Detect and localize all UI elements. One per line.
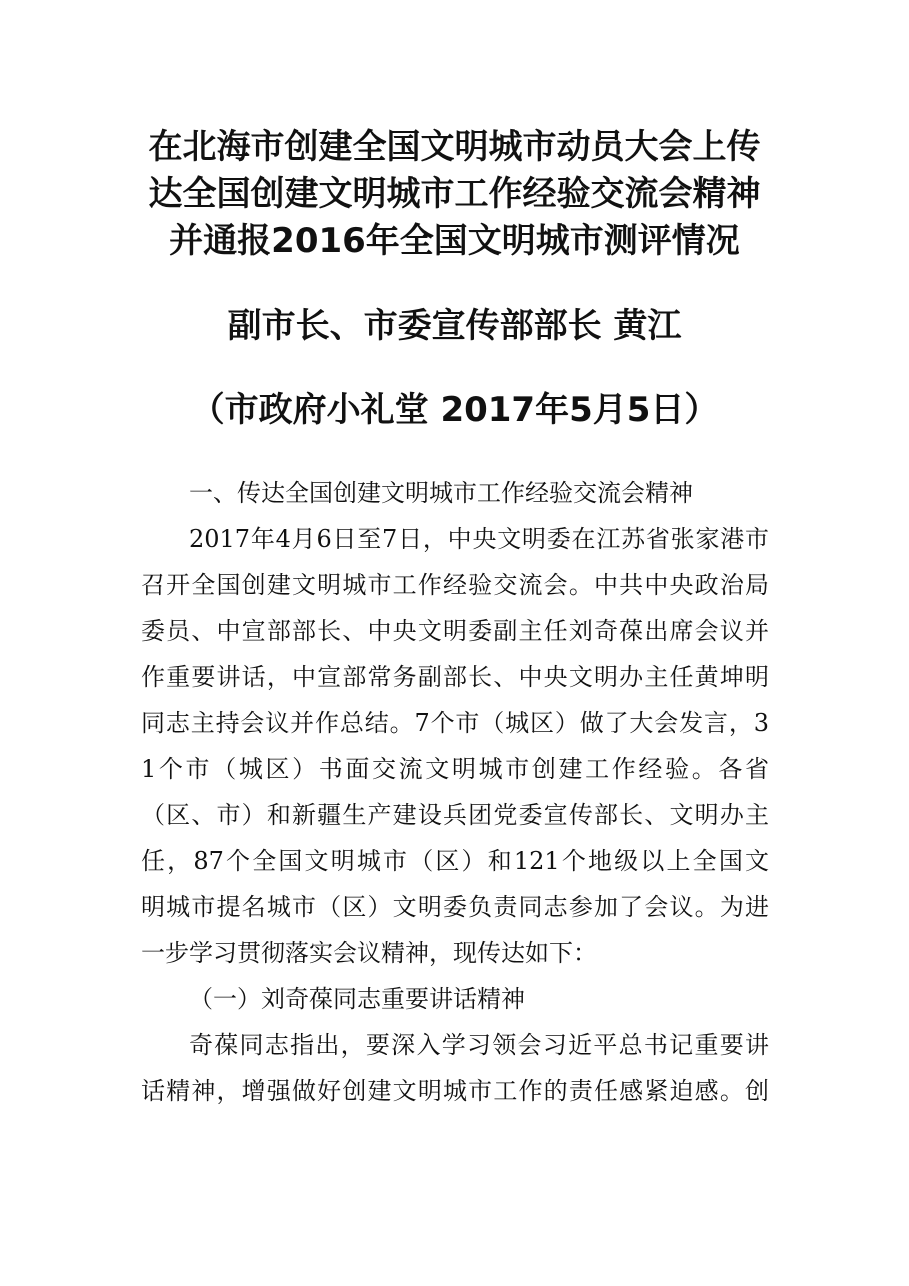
subsection-heading: （一）刘奇葆同志重要讲话精神 xyxy=(189,985,525,1013)
venue-date-line: （市政府小礼堂 2017年5月5日） xyxy=(190,390,719,430)
paragraph-1-line-1: 2017年4月6日至7日，中央文明委在江苏省张家港市 xyxy=(189,525,769,553)
paragraph-1-line-3: 委员、中宣部部长、中央文明委副主任刘奇葆出席会议并 xyxy=(141,617,769,645)
paragraph-1-line-2: 召开全国创建文明城市工作经验交流会。中共中央政治局 xyxy=(141,571,769,599)
document-title-line-1: 在北海市创建全国文明城市动员大会上传 xyxy=(148,127,761,167)
paragraph-1-line-7: （区、市）和新疆生产建设兵团党委宣传部长、文明办主 xyxy=(141,801,769,829)
section-heading: 一、传达全国创建文明城市工作经验交流会精神 xyxy=(189,479,693,507)
paragraph-2-line-2: 话精神，增强做好创建文明城市工作的责任感紧迫感。创 xyxy=(141,1077,769,1105)
paragraph-1-line-4: 作重要讲话，中宣部常务副部长、中央文明办主任黄坤明 xyxy=(141,663,769,691)
speaker-line: 副市长、市委宣传部部长 黄江 xyxy=(227,306,682,346)
paragraph-2-line-1: 奇葆同志指出，要深入学习领会习近平总书记重要讲 xyxy=(189,1031,769,1059)
document-title-line-2: 达全国创建文明城市工作经验交流会精神 xyxy=(148,174,761,214)
document-title-line-3: 并通报2016年全国文明城市测评情况 xyxy=(169,221,740,261)
paragraph-1-line-8: 任，87个全国文明城市（区）和121个地级以上全国文 xyxy=(141,847,769,875)
paragraph-1-line-6: 1个市（城区）书面交流文明城市创建工作经验。各省 xyxy=(141,755,769,783)
paragraph-1-line-9: 明城市提名城市（区）文明委负责同志参加了会议。为进 xyxy=(141,893,769,921)
paragraph-1-line-5: 同志主持会议并作总结。7个市（城区）做了大会发言，3 xyxy=(141,709,769,737)
paragraph-1-line-10: 一步学习贯彻落实会议精神，现传达如下： xyxy=(141,939,597,967)
